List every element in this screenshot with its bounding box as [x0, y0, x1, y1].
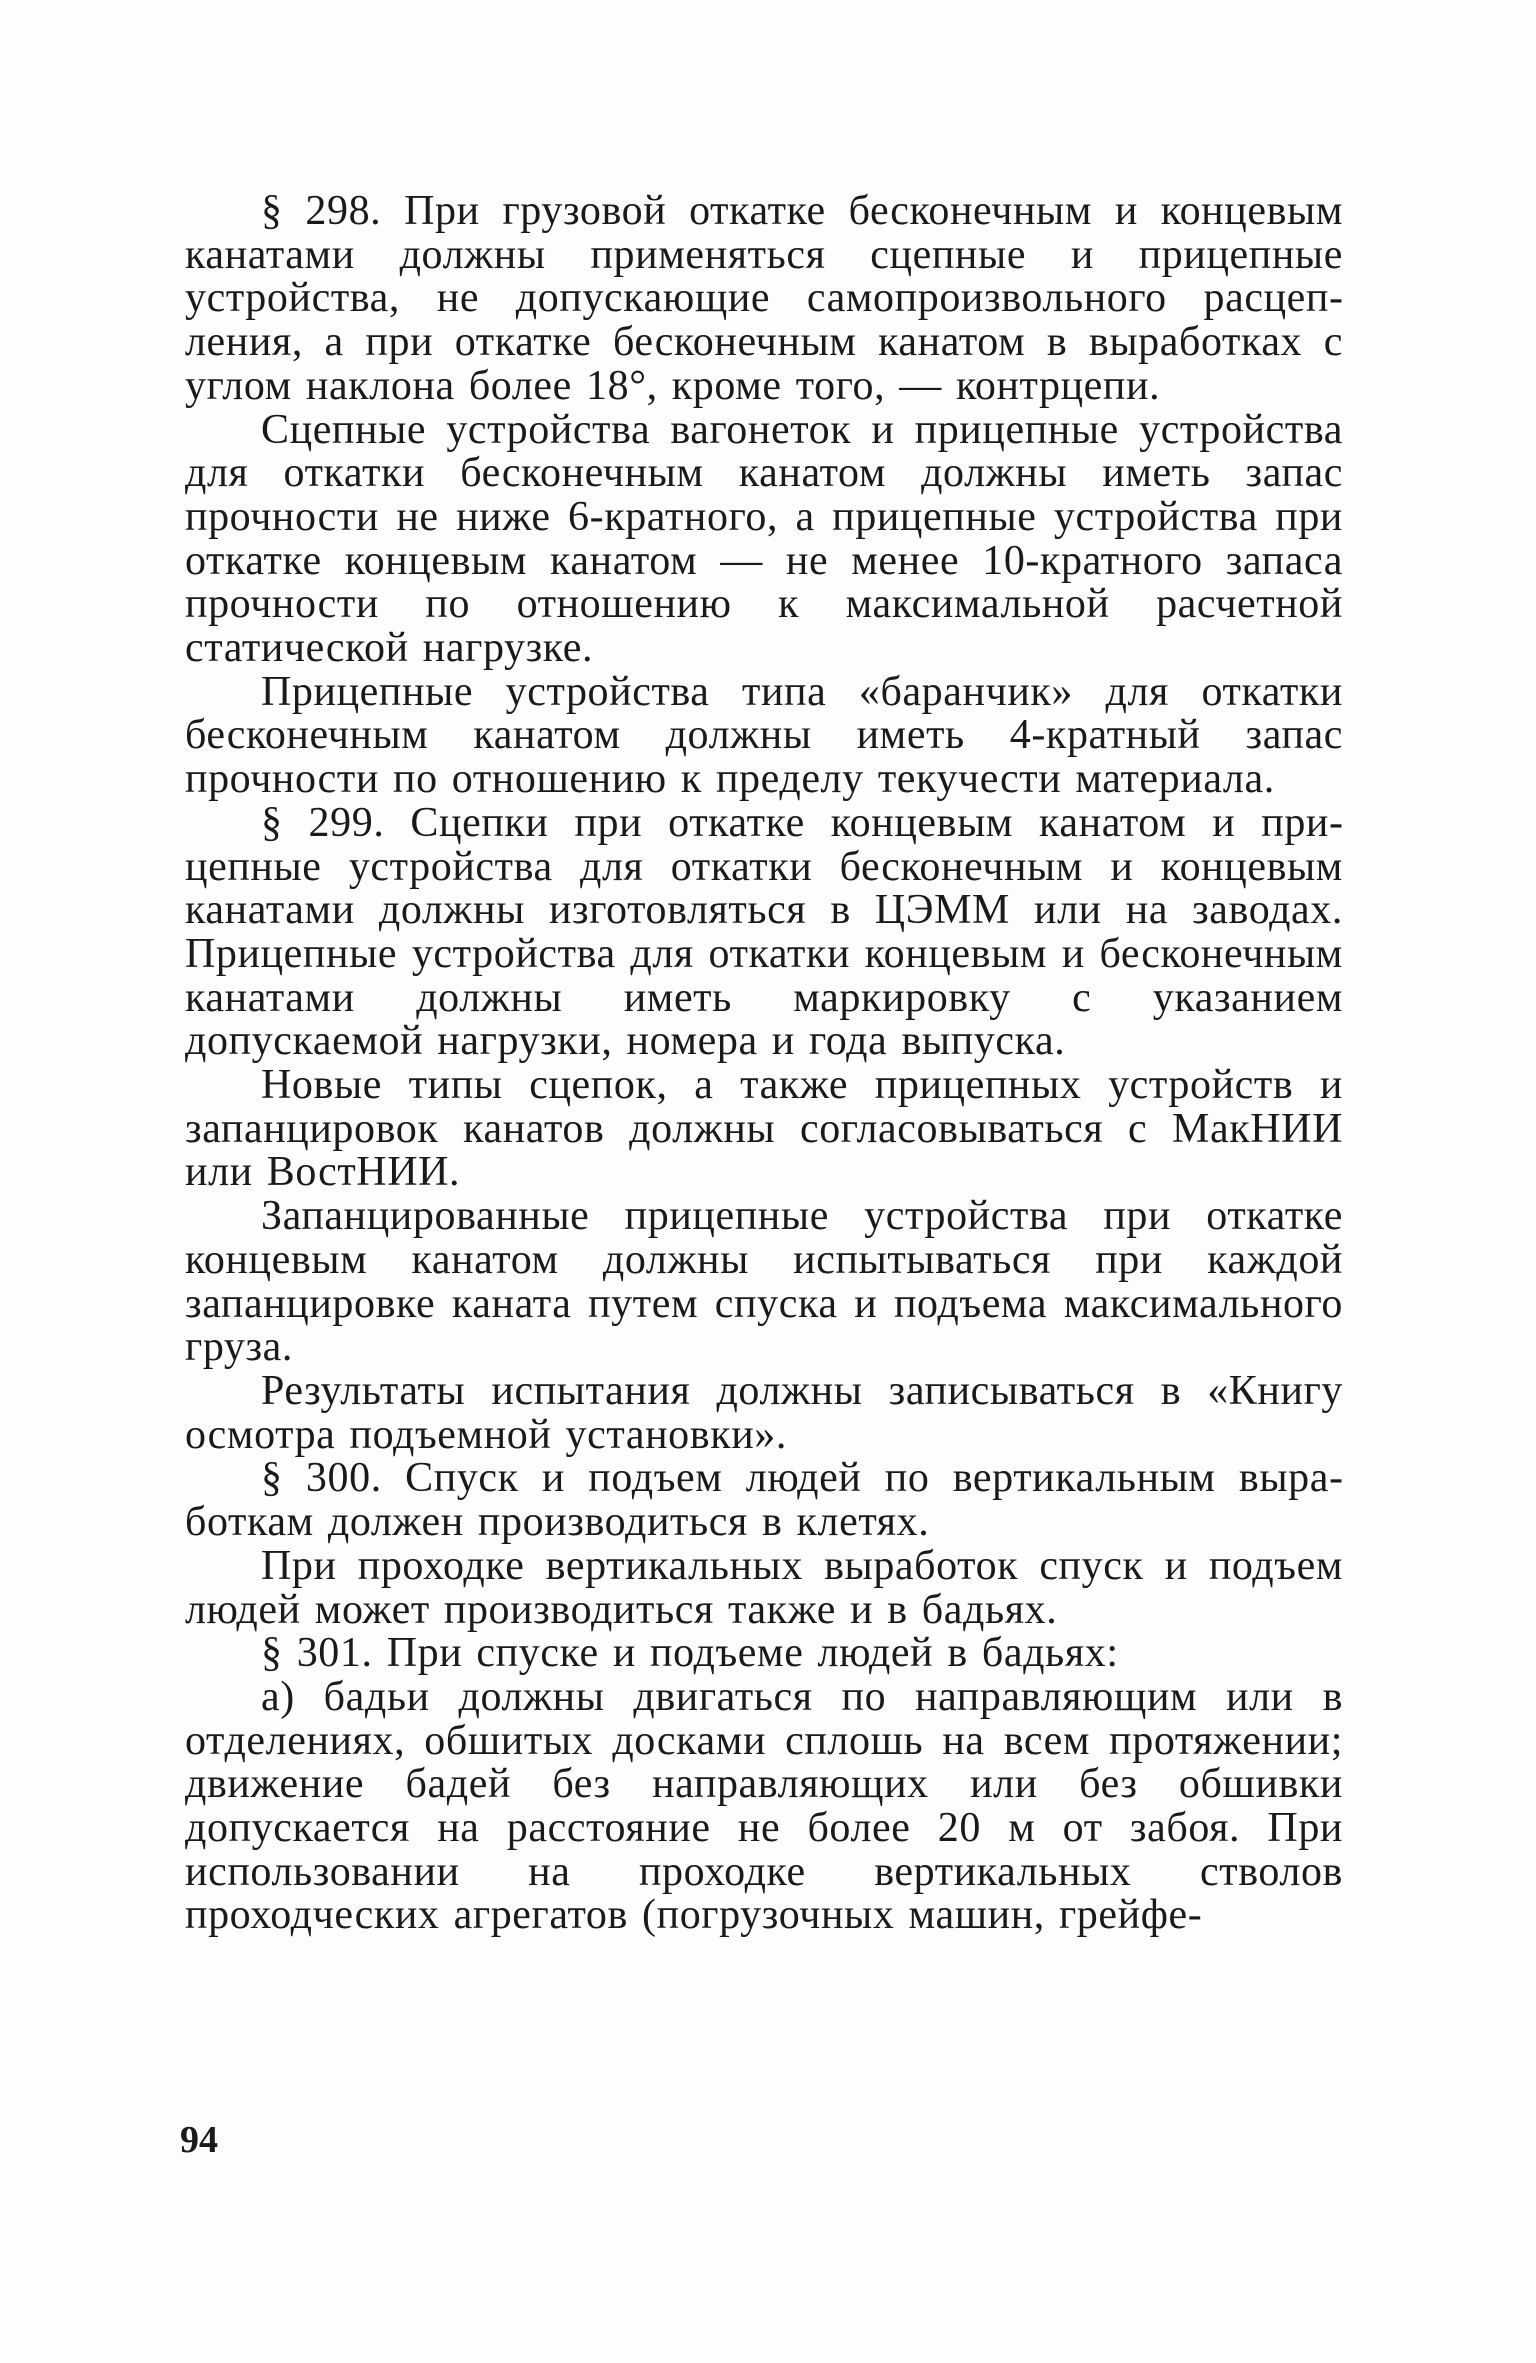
paragraph-new-types: Новые типы сцепок, а также прицепных устройств и запанцировок канатов должны согласовываться с МакНИИ или ВостНИИ. — [185, 1062, 1343, 1196]
paragraph-testing: Запанцированные прицепные устройства при откатке концевым канатом должны испытываться при каждой запанцировке каната путем спуска и подъема максимального груза. — [185, 1193, 1343, 1371]
paragraph-298: § 298. При грузовой откатке бесконечным и концевым канатами должны применяться сцепные и прицепные устройства, не допускающие самопроизвольного расцепления, а при откатке бесконечным канатом в выработках с углом наклона более 18°, кроме того, — контрцепи. — [185, 188, 1343, 409]
paragraph-300: § 300. Спуск и подъем людей по вертикальным выработкам должен производиться в клетях. — [185, 1455, 1343, 1546]
paragraph-coupling-strength: Сцепные устройства вагонеток и прицепные устройства для откатки бесконечным канатом должны иметь запас прочности не ниже 6-кратного, а прицепные устройства при откатке концевым канатом — не менее 10-кратного запаса прочности по отношению к максимальной расчетной статической нагрузке. — [185, 406, 1343, 672]
body-text — [185, 190, 1343, 1938]
paragraph-301-a: а) бадьи должны двигаться по направляющим или в отделениях, обшитых досками сплошь на всем протяжении; движение бадей без направляющих или без обшивки допускается на расстояние не более 20 м от забоя. При использовании на проходке вертикальных стволов проходческих агрегатов (погрузочных машин, грейфе- — [185, 1673, 1343, 1939]
paragraph-buckets: При проходке вертикальных выработок спуск и подъем людей может производиться также и в бадьях. — [185, 1542, 1343, 1633]
paragraph-results: Результаты испытания должны записываться в «Книгу осмотра подъемной установки». — [185, 1367, 1343, 1458]
paragraph-301: § 301. При спуске и подъеме людей в бадьях: — [261, 1630, 1119, 1677]
paragraph-baranchik: Прицепные устройства типа «баранчик» для откатки бесконечным канатом должны иметь 4-кратный запас прочности по отношению к пределу текучести материала. — [185, 668, 1343, 803]
paragraph-299: § 299. Сцепки при откатке концевым канатом и прицепные устройства для откатки бесконечным и концевым канатами должны изготовляться в ЦЭММ или на заводах. Прицепные устройства для откатки концевым и бесконечным канатами должны иметь маркировку с указанием допускаемой нагрузки, номера и года выпуска. — [185, 799, 1343, 1065]
page-number: 94 — [180, 2119, 218, 2161]
